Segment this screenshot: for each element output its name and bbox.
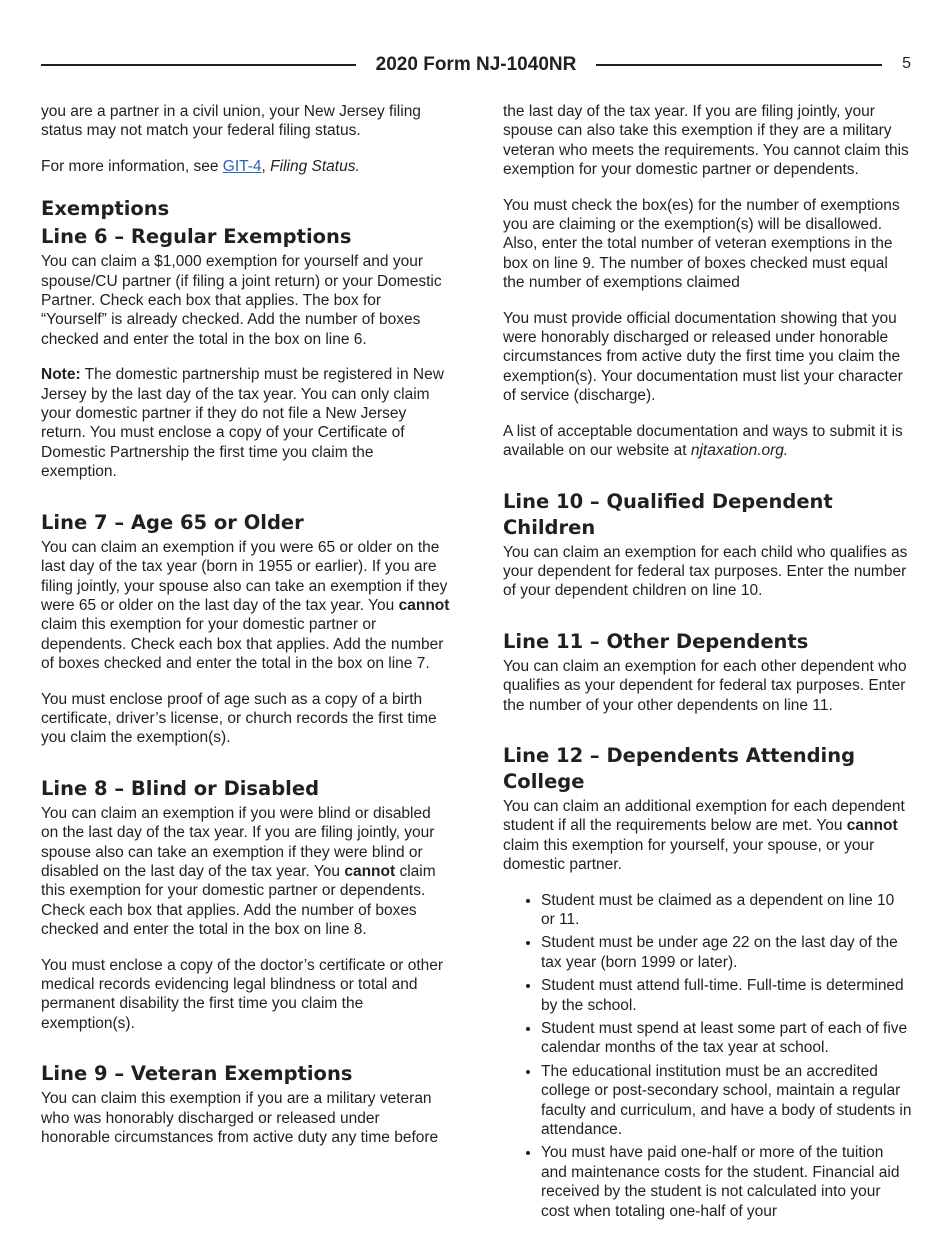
page-number: 5 [902, 55, 911, 72]
header-rule-left [41, 64, 356, 66]
list-item: • Student must spend at least some part of each of five calendar months of the tax year at school. [541, 1019, 912, 1058]
header-rule-right [596, 64, 882, 66]
filing-status-title: Filing Status. [270, 157, 360, 175]
line-12-text-b: claim this exemption for yourself, your spouse, or your domestic partner. [503, 836, 875, 874]
line-10-heading: Line 10 – Qualified Dependent Children [503, 489, 833, 539]
line-7-paragraph-2: You must enclose proof of age such as a copy of a birth certificate, driver’s license, or church records the first time you claim the exemption(s). [41, 690, 437, 747]
left-column [41, 102, 450, 1163]
line-9-paragraph-4: You must provide official documentation showing that you were honorably discharged or released under honorable circumstances from active duty the first time you claim the exemption(s). Your documentation must list your character of service (discharge). [503, 309, 903, 405]
note-label: Note: [41, 366, 81, 384]
line-8-paragraph-1 [41, 804, 450, 940]
line-12-paragraph [503, 797, 912, 875]
note-text: The domestic partnership must be registered in New Jersey by the last day of the tax year. You can only claim your domestic partner if they do not file a New Jersey return. You must enclose a copy of your Certificate of Domestic Partnership the first time you claim the exemption. [41, 366, 444, 481]
line-9-paragraph-2: the last day of the tax year. If you are filing jointly, your spouse can also take this exemption if they are a military veteran who meets the requirements. You cannot claim this exemption for your domestic partner or dependents. [503, 103, 909, 179]
line-6-heading: Line 6 – Regular Exemptions [41, 225, 352, 249]
line-12-text-a: You can claim an additional exemption for each dependent student if all the requirements below are met. You [503, 797, 905, 835]
page-header [41, 52, 911, 80]
right-column [503, 102, 912, 1225]
line-7-cannot: cannot [398, 596, 450, 614]
website-name: njtaxation.org. [690, 442, 789, 460]
exemptions-heading: Exemptions [41, 197, 170, 221]
line-7-paragraph-1 [41, 538, 450, 674]
more-info-separator: , [261, 157, 271, 175]
line-7-text-a: You can claim an exemption if you were 65 or older on the last day of the tax year (born in 1955 or earlier). If you are filing jointly, your spouse also can take an exemption if they were 65 or older on the last day of the tax year. You [41, 538, 448, 614]
list-item: • Student must attend full-time. Full-time is determined by the school. [541, 976, 912, 1015]
line-7-heading: Line 7 – Age 65 or Older [41, 510, 304, 534]
line-9-paragraph-1: You can claim this exemption if you are a military veteran who was honorably discharged or released under honorable circumstances from active duty any time before [41, 1090, 439, 1147]
more-info-paragraph [41, 157, 450, 176]
line-11-heading: Line 11 – Other Dependents [503, 629, 809, 653]
list-item: • The educational institution must be an accredited college or post-secondary school, maintain a regular faculty and curriculum, and have a body of students in attendance. [541, 1062, 912, 1140]
form-title: 2020 Form NJ-1040NR [375, 54, 577, 75]
documentation-text: A list of acceptable documentation and ways to submit it is available on our website at [503, 422, 903, 460]
line-8-text-b: claim this exemption for your domestic partner or dependents. Check each box that applies. Add the number of boxes checked and enter the total in the box on line 8. [41, 862, 436, 939]
line-10-paragraph: You can claim an exemption for each child who qualifies as your dependent for federal tax purposes. Enter the number of your dependent children on line 10. [503, 543, 908, 600]
git-4-link[interactable]: GIT-4 [222, 157, 262, 175]
more-info-prefix: For more information, see [41, 157, 223, 175]
line-9-paragraph-3: You must check the box(es) for the number of exemptions you are claiming or the exemption(s) will be disallowed. Also, enter the total number of veteran exemptions in the box on line 9. The number of boxes checked must equal the number of exemptions claimed [503, 196, 900, 292]
line-9-heading: Line 9 – Veteran Exemptions [41, 1062, 353, 1086]
intro-paragraph: you are a partner in a civil union, your New Jersey filing status may not match your federal filing status. [41, 103, 421, 140]
line-8-cannot: cannot [344, 862, 396, 880]
list-item: • Student must be claimed as a dependent on line 10 or 11. [541, 891, 912, 930]
line-6-paragraph: You can claim a $1,000 exemption for yourself and your spouse/CU partner (if filing a joint return) or your Domestic Partner. Check each box that applies. The box for “Yourself” is already checked. Add the number of boxes checked and enter the total in the box on line 6. [41, 253, 442, 348]
line-6-note [41, 365, 450, 481]
list-item: • Student must be under age 22 on the last day of the tax year (born 1999 or later). [541, 933, 912, 972]
line-8-paragraph-2: You must enclose a copy of the doctor’s certificate or other medical records evidencing legal blindness or total and permanent disability the first time you claim the exemption(s). [41, 956, 444, 1032]
line-7-text-b: claim this exemption for your domestic partner or dependents. Check each box that applies. Add the number of boxes checked and enter the total in the box on line 7. [41, 616, 444, 673]
line-11-paragraph: You can claim an exemption for each other dependent who qualifies as your dependent for federal tax purposes. Enter the number of your other dependents on line 11. [503, 657, 907, 714]
line-12-cannot: cannot [846, 817, 898, 835]
line-12-heading: Line 12 – Dependents Attending College [503, 743, 856, 793]
line-8-heading: Line 8 – Blind or Disabled [41, 776, 320, 800]
line-8-text-a: You can claim an exemption if you were blind or disabled on the last day of the tax year. If you are filing jointly, your spouse also can take an exemption if they were blind or disabled on the last day of the tax year. You [41, 804, 435, 880]
line-9-paragraph-5 [503, 422, 912, 461]
list-item: • You must have paid one-half or more of the tuition and maintenance costs for the student. Financial aid received by the student is not calculated into your cost when totaling one-half of your [541, 1143, 912, 1221]
requirements-list [503, 891, 912, 1222]
